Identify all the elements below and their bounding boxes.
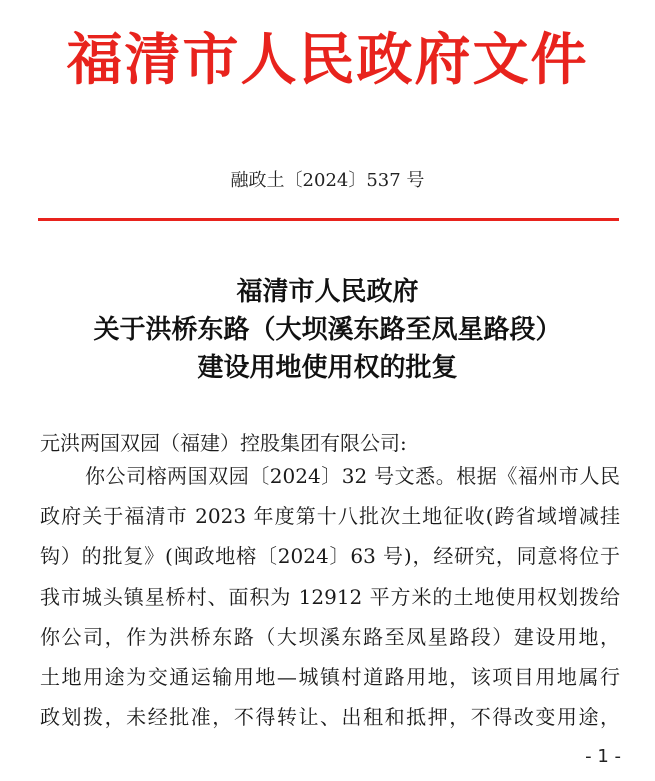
document-masthead: 福清市人民政府文件 bbox=[66, 27, 589, 93]
document-number: 融政土〔2024〕537 号 bbox=[230, 170, 425, 191]
body-paragraph-line: 你公司，作为洪桥东路（大坝溪东路至凤星路段）建设用地， bbox=[40, 625, 620, 649]
title-line-1: 福清市人民政府 bbox=[236, 277, 419, 307]
recipient-salutation: 元洪两国双园（福建）控股集团有限公司: bbox=[40, 431, 407, 455]
title-line-3: 建设用地使用权的批复 bbox=[197, 353, 458, 383]
body-paragraph-line: 你公司榕两国双园〔2024〕32 号文悉。根据《福州市人民 bbox=[85, 464, 620, 488]
body-paragraph-line: 钩）的批复》(闽政地榕〔2024〕63 号)，经研究，同意将位于 bbox=[40, 544, 620, 568]
title-line-2: 关于洪桥东路（大坝溪东路至凤星路段） bbox=[93, 315, 562, 345]
body-paragraph-line: 土地用途为交通运输用地—城镇村道路用地，该项目用地属行 bbox=[40, 665, 620, 689]
body-paragraph-line: 政府关于福清市 2023 年度第十八批次土地征收(跨省域增减挂 bbox=[40, 504, 620, 528]
body-paragraph-line: 政划拨，未经批准，不得转让、出租和抵押，不得改变用途， bbox=[40, 705, 620, 729]
red-separator-rule bbox=[38, 218, 619, 221]
page-number: - 1 - bbox=[585, 746, 621, 767]
body-paragraph-line: 我市城头镇星桥村、面积为 12912 平方米的土地使用权划拨给 bbox=[40, 585, 620, 609]
